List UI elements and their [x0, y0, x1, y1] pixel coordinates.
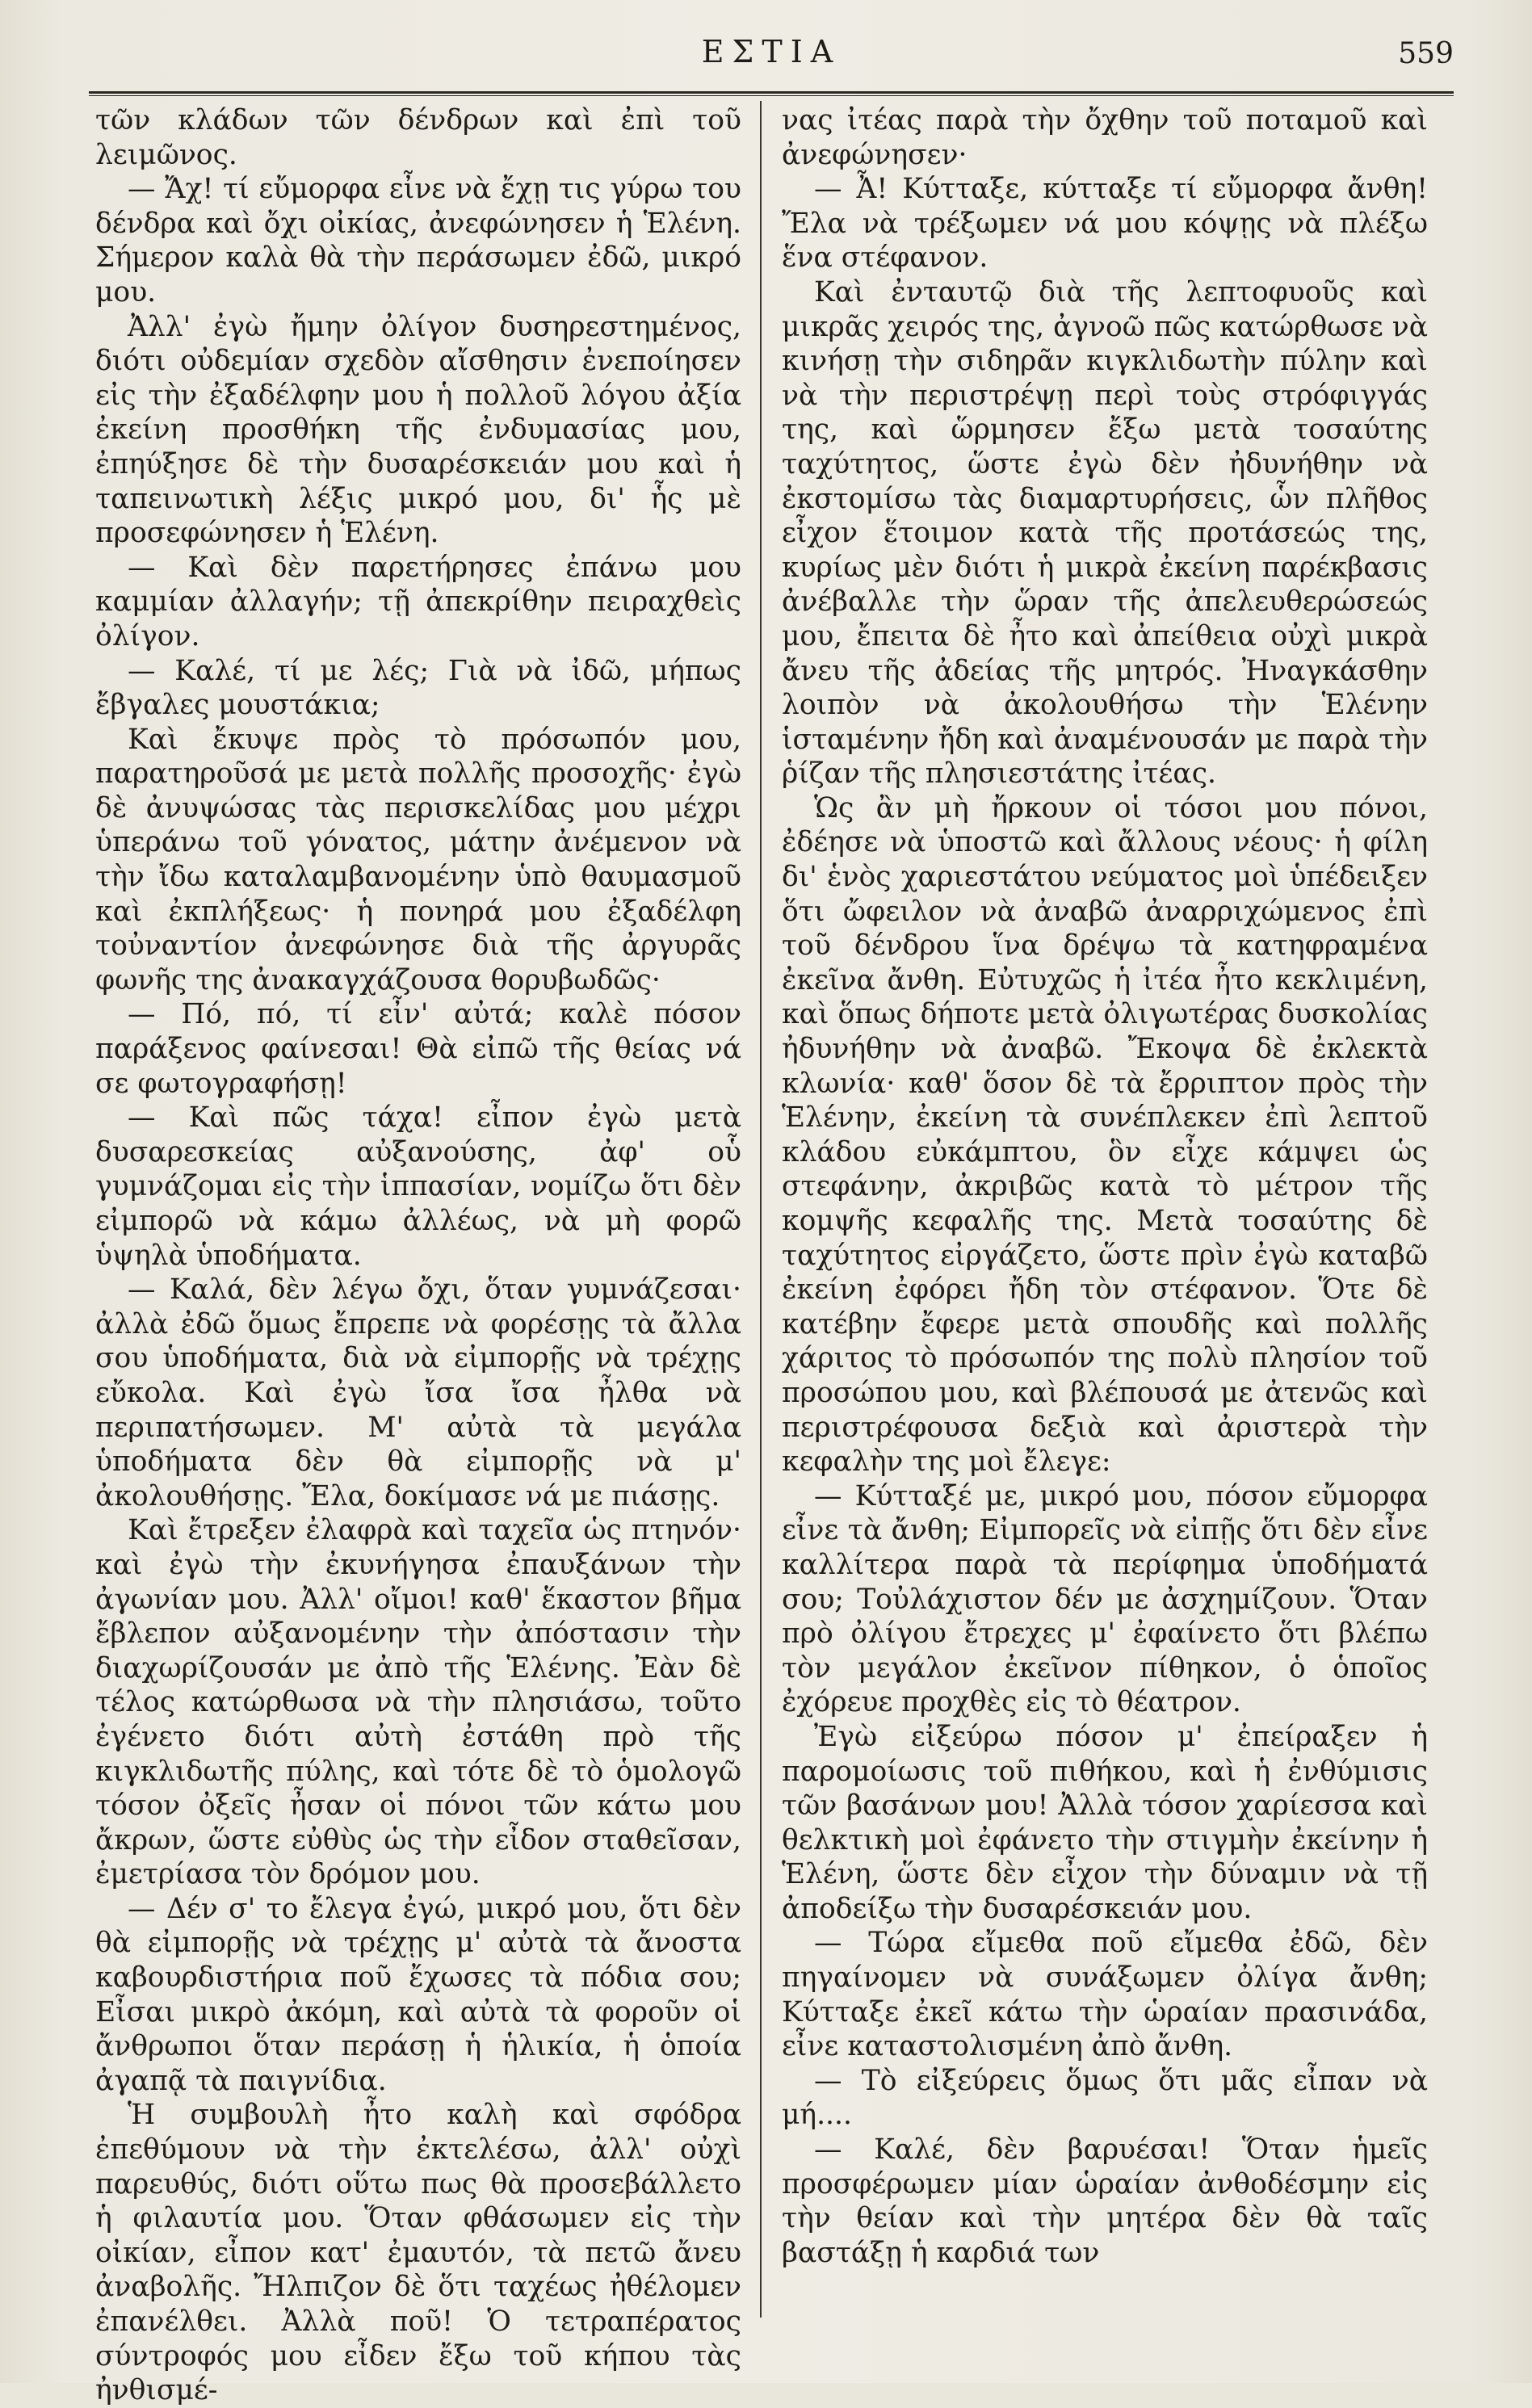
- paragraph: — Δέν σ' το ἔλεγα ἐγώ, μικρό μου, ὅτι δὲν θὰ εἰμπορῇς νὰ τρέχῃς μ' αὐτὰ τὰ ἄνοστα καβουρδιστήρια ποῦ ἔχωσες τὰ πόδια σου; Εἶσαι μικρὸ ἀκόμη, καὶ αὐτὰ τὰ φοροῦν οἱ ἄνθρωποι ὅταν περάσῃ ἡ ἡλικία, ἡ ὁποία ἀγαπᾷ τὰ παιγνίδια.: [95, 1892, 741, 2097]
- paragraph: — Καλέ, τί με λές; Γιὰ νὰ ἰδῶ, μήπως ἔβγαλες μουστάκια;: [95, 654, 741, 722]
- paragraph: — Τώρα εἴμεθα ποῦ εἴμεθα ἐδῶ, δὲν πηγαίνομεν νὰ συνάξωμεν ὀλίγα ἄνθη; Κύτταξε ἐκεῖ κάτω τὴν ὡραίαν πρασινάδα, εἶνε καταστολισμένη ἀπὸ ἄνθη.: [782, 1927, 1428, 2063]
- column-divider: [760, 101, 762, 2318]
- paragraph: Καὶ ἐνταυτῷ διὰ τῆς λεπτοφυοῦς καὶ μικρᾶς χειρός της, ἀγνοῶ πῶς κατώρθωσε νὰ κινήσῃ τὴν σιδηρᾶν κιγκλιδωτὴν πύλην καὶ νὰ τὴν περιστρέψῃ περὶ τοὺς στρόφιγγάς της, καὶ ὥρμησεν ἔξω μετὰ τοσαύτης ταχύτητος, ὥστε ἐγὼ δὲν ἠδυνήθην νὰ ἐκστομίσω τὰς διαμαρτυρήσεις, ὧν πλῆθος εἶχον ἕτοιμον κατὰ τῆς προτάσεώς της, κυρίως μὲν διότι ἡ μικρὰ ἐκείνη παρέκβασις ἀνέβαλλε τὴν ὥραν τῆς ἀπελευθερώσεώς μου, ἔπειτα δὲ ἦτο καὶ ἀπείθεια οὐχὶ μικρὰ ἄνευ τῆς ἀδείας τῆς μητρός. Ἠναγκάσθην λοιπὸν νὰ ἀκολουθήσω τὴν Ἑλένην ἱσταμένην ἤδη καὶ ἀναμένουσάν με παρὰ τὴν ῥίζαν τῆς πλησιεστάτης ἰτέας.: [782, 275, 1428, 791]
- header-rule: [89, 91, 1454, 96]
- paragraph: — Καὶ δὲν παρετήρησες ἐπάνω μου καμμίαν ἀλλαγήν; τῇ ἀπεκρίθην πειραχθεὶς ὀλίγον.: [95, 551, 741, 652]
- publication-title: ΕΣΤΙΑ: [701, 34, 842, 69]
- paragraph: — Καλά, δὲν λέγω ὄχι, ὅταν γυμνάζεσαι· ἀλλὰ ἐδῶ ὅμως ἔπρεπε νὰ φορέσῃς τὰ ἄλλα σου ὑποδήματα, διὰ νὰ εἰμπορῇς νὰ τρέχῃς εὔκολα. Καὶ ἐγὼ ἴσα ἴσα ἦλθα νὰ περιπατήσωμεν. Μ' αὐτὰ τὰ μεγάλα ὑποδήματα δὲν θὰ εἰμπορῇς νὰ μ' ἀκολουθήσῃς. Ἔλα, δοκίμασε νά με πιάσῃς.: [95, 1273, 741, 1512]
- paragraph: — Κύτταξέ με, μικρό μου, πόσον εὔμορφα εἶνε τὰ ἄνθη; Εἰμπορεῖς νὰ εἰπῇς ὅτι δὲν εἶνε καλλίτερα παρὰ τὰ περίφημα ὑποδήματά σου; Τοὐλάχιστον δέν με ἀσχημίζουν. Ὅταν πρὸ ὀλίγου ἔτρεχες μ' ἐφαίνετο ὅτι βλέπω τὸν μεγάλον ἐκεῖνον πίθηκον, ὁ ὁποῖος ἐχόρευε προχθὲς εἰς τὸ θέατρον.: [782, 1479, 1428, 1719]
- paragraph: Ἡ συμβουλὴ ἦτο καλὴ καὶ σφόδρα ἐπεθύμουν νὰ τὴν ἐκτελέσω, ἀλλ' οὐχὶ παρευθύς, διότι οὕτω πως θὰ προσεβάλλετο ἡ φιλαυτία μου. Ὅταν φθάσωμεν εἰς τὴν οἰκίαν, εἶπον κατ' ἐμαυτόν, τὰ πετῶ ἄνευ ἀναβολῆς. Ἤλπιζον δὲ ὅτι ταχέως ἠθέλομεν ἐπανέλθει. Ἀλλὰ ποῦ! Ὁ τετραπέρατος σύντροφός μου εἶδεν ἔξω τοῦ κήπου τὰς ἠνθισμέ-: [95, 2099, 741, 2407]
- paragraph: — Καὶ πῶς τάχα! εἶπον ἐγὼ μετὰ δυσαρεσκείας αὐξανούσης, ἀφ' οὗ γυμνάζομαι εἰς τὴν ἱππασίαν, νομίζω ὅτι δὲν εἰμπορῶ νὰ κάμω ἀλλέως, νὰ μὴ φορῶ ὑψηλὰ ὑποδήματα.: [95, 1101, 741, 1272]
- paragraph: — Ἆ! Κύτταξε, κύτταξε τί εὔμορφα ἄνθη! Ἔλα νὰ τρέξωμεν νά μου κόψῃς νὰ πλέξω ἕνα στέφανον.: [782, 173, 1428, 275]
- paragraph: — Καλέ, δὲν βαρυέσαι! Ὅταν ἡμεῖς προσφέρωμεν μίαν ὡραίαν ἀνθοδέσμην εἰς τὴν θείαν καὶ τὴν μητέρα δὲν θὰ ταῖς βαστάξῃ ἡ καρδιά των: [782, 2133, 1428, 2269]
- running-head: [89, 34, 1454, 82]
- paragraph: νας ἰτέας παρὰ τὴν ὄχθην τοῦ ποταμοῦ καὶ ἀνεφώνησεν·: [782, 104, 1428, 171]
- paragraph: τῶν κλάδων τῶν δένδρων καὶ ἐπὶ τοῦ λειμῶνος.: [95, 104, 741, 171]
- paragraph: — Πό, πό, τί εἶν' αὐτά; καλὲ πόσον παράξενος φαίνεσαι! Θὰ εἰπῶ τῆς θείας νά σε φωτογραφήσῃ!: [95, 998, 741, 1100]
- paragraph: Ὡς ἂν μὴ ἤρκουν οἱ τόσοι μου πόνοι, ἐδέησε νὰ ὑποστῶ καὶ ἄλλους νέους· ἡ φίλη δι' ἑνὸς χαριεστάτου νεύματος μοὶ ὑπέδειξεν ὅτι ὤφειλον νὰ ἀναβῶ ἀναρριχώμενος ἐπὶ τοῦ δένδρου ἵνα δρέψω τὰ κατηφραμένα ἐκεῖνα ἄνθη. Εὐτυχῶς ἡ ἰτέα ἦτο κεκλιμένη, καὶ ὅπως δήποτε μετὰ ὀλιγωτέρας δυσκολίας ἠδυνήθην νὰ ἀναβῶ. Ἔκοψα δὲ ἐκλεκτὰ κλωνία· καθ' ὅσον δὲ τὰ ἔρριπτον πρὸς τὴν Ἑλένην, ἐκείνη τὰ συνέπλεκεν ἐπὶ λεπτοῦ κλάδου εὐκάμπτου, ὃν εἶχε κάμψει ὡς στεφάνην, ἀκριβῶς κατὰ τὸ μέτρον τῆς κομψῆς κεφαλῆς της. Μετὰ τοσαύτης δὲ ταχύτητος εἰργάζετο, ὥστε πρὶν ἐγὼ καταβῶ ἐκείνη ἐφόρει ἤδη τὸν στέφανον. Ὅτε δὲ κατέβην ἔφερε μετὰ σπουδῆς καὶ πολλῆς χάριτος τὸ πρόσωπόν της πολὺ πλησίον τοῦ προσώπου μου, καὶ βλέπουσά με ἀτενῶς καὶ περιστρέφουσα δεξιὰ καὶ ἀριστερὰ τὴν κεφαλὴν της μοὶ ἔλεγε:: [782, 791, 1428, 1479]
- paragraph: Καὶ ἔτρεξεν ἐλαφρὰ καὶ ταχεῖα ὡς πτηνόν· καὶ ἐγὼ τὴν ἐκυνήγησα ἐπαυξάνων τὴν ἀγωνίαν μου. Ἀλλ' οἴμοι! καθ' ἕκαστον βῆμα ἔβλεπον αὐξανομένην τὴν ἀπόστασιν τὴν διαχωρίζουσάν με ἀπὸ τῆς Ἑλένης. Ἐὰν δὲ τέλος κατώρθωσα νὰ τὴν πλησιάσω, τοῦτο ἐγένετο διότι αὐτὴ ἐστάθη πρὸ τῆς κιγκλιδωτῆς πύλης, καὶ τότε δὲ τὸ ὁμολογῶ τόσον ὀξεῖς ἦσαν οἱ πόνοι τῶν κάτω μου ἄκρων, ὥστε εὐθὺς ὡς τὴν εἶδον σταθεῖσαν, ἐμετρίασα τὸν δρόμον μου.: [95, 1514, 741, 1891]
- paragraph: — Ἄχ! τί εὔμορφα εἶνε νὰ ἔχῃ τις γύρω του δένδρα καὶ ὄχι οἰκίας, ἀνεφώνησεν ἡ Ἑλένη. Σήμερον καλὰ θὰ τὴν περάσωμεν ἐδῶ, μικρό μου.: [95, 173, 741, 308]
- paragraph: Καὶ ἔκυψε πρὸς τὸ πρόσωπόν μου, παρατηροῦσά με μετὰ πολλῆς προσοχῆς· ἐγὼ δὲ ἀνυψώσας τὰς περισκελίδας μου μέχρι ὑπεράνω τοῦ γόνατος, μάτην ἀνέμενον νὰ τὴν ἴδω καταλαμβανομένην ὑπὸ θαυμασμοῦ καὶ ἐκπλήξεως· ἡ πονηρά μου ἐξαδέλφη τοὐναντίον ἀνεφώνησε διὰ τῆς ἀργυρᾶς φωνῆς της ἀνακαγχάζουσα θορυβωδῶς·: [95, 723, 741, 996]
- right-column: [782, 103, 1428, 2270]
- paragraph: — Τὸ εἰξεύρεις ὅμως ὅτι μᾶς εἶπαν νὰ μή....: [782, 2064, 1428, 2132]
- left-column: [95, 103, 741, 2408]
- page-number: 559: [1398, 37, 1454, 70]
- paragraph: Ἐγὼ εἰξεύρω πόσον μ' ἐπείραξεν ἡ παρομοίωσις τοῦ πιθήκου, καὶ ἡ ἐνθύμισις τῶν βασάνων μου! Ἀλλὰ τόσον χαρίεσσα καὶ θελκτικὴ μοὶ ἐφάνετο τὴν στιγμὴν ἐκείνην ἡ Ἑλένη, ὥστε δὲν εἶχον τὴν δύναμιν νὰ τῇ ἀποδείξω τὴν δυσαρέσκειάν μου.: [782, 1720, 1428, 1925]
- paragraph: Ἀλλ' ἐγὼ ἤμην ὀλίγον δυσηρεστημένος, διότι οὐδεμίαν σχεδὸν αἴσθησιν ἐνεποίησεν εἰς τὴν ἐξαδέλφην μου ἡ πολλοῦ λόγου ἀξία ἐκείνη προσθήκη τῆς ἐνδυμασίας μου, ἐπηύξησε δὲ τὴν δυσαρέσκειάν μου καὶ ἡ ταπεινωτικὴ λέξις μικρό μου, δι' ἧς μὲ προσεφώνησεν ἡ Ἑλένη.: [95, 310, 741, 550]
